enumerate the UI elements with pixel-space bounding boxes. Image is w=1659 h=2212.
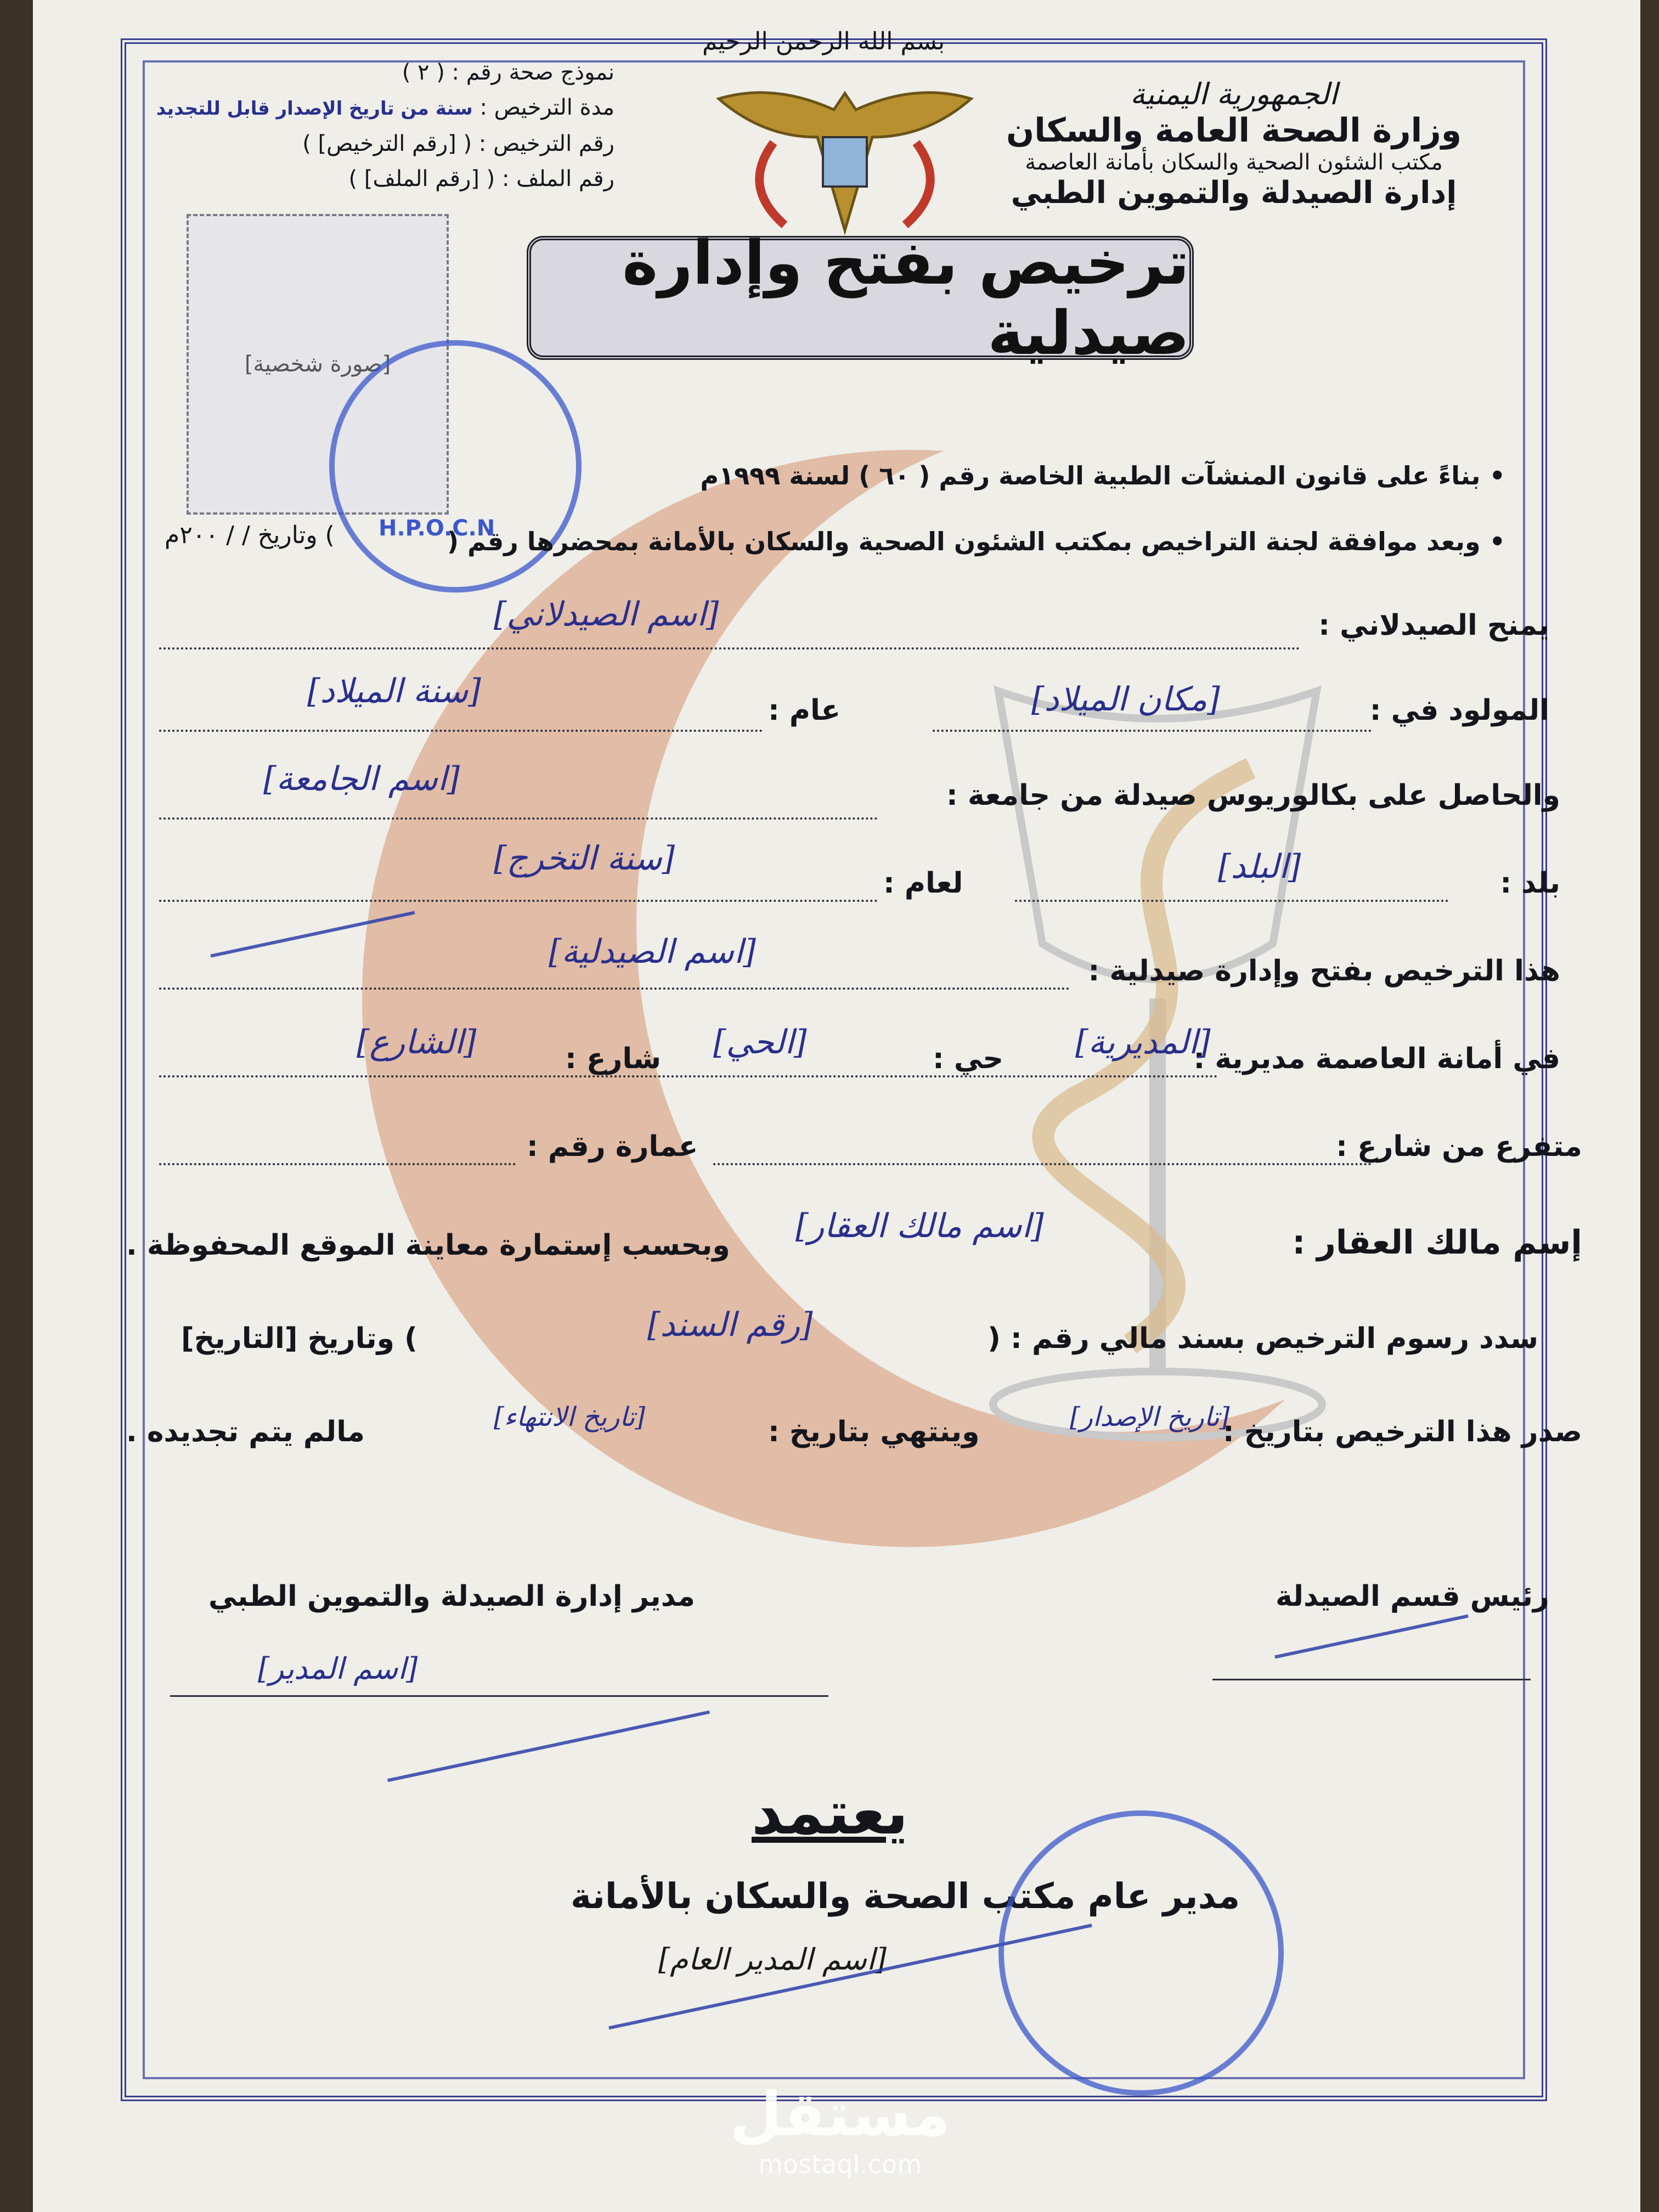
clause-committee: • وبعد موافقة لجنة التراخيص بمكتب الشئون الصحية والسكان بالأمانة بمحضرها رقم (: [447, 527, 1505, 556]
issued-date-value: [تاريخ الإصدار]: [1070, 1402, 1230, 1432]
watermark-arabic: مستقل: [730, 2079, 951, 2149]
country-label: بلد :: [1500, 867, 1560, 900]
department-name: إدارة الصيدلة والتموين الطبي: [1011, 175, 1457, 211]
owner-tail: وبحسب إستمارة معاينة الموقع المحفوظة .: [126, 1229, 730, 1262]
grant-label: يمنح الصيدلاني :: [1318, 609, 1549, 642]
pharmacy-head-label: رئيس قسم الصيدلة: [1275, 1580, 1549, 1613]
issued-label: صدر هذا الترخيص بتاريخ :: [1222, 1415, 1582, 1448]
duration-label: مدة الترخيص :: [479, 95, 614, 120]
clause-law: • بناءً على قانون المنشآت الطبية الخاصة رقم ( ٦٠ ) لسنة ١٩٩٩م: [700, 461, 1505, 490]
license-number-label: رقم الترخيص :: [478, 131, 614, 156]
republic-name: الجمهورية اليمنية: [1130, 77, 1338, 111]
basmala: بسم الله الرحمن الرحيم: [702, 27, 945, 55]
birth-year-value: [سنة الميلاد]: [307, 672, 481, 710]
director-name: [اسم المدير]: [258, 1651, 418, 1686]
grant-value: [اسم الصيدلاني]: [494, 595, 719, 634]
graduation-year-label: لعام :: [883, 867, 963, 900]
born-label: المولود في :: [1369, 694, 1549, 727]
official-stamp-icon-2: [998, 1810, 1284, 2096]
form-info: [156, 55, 614, 196]
receipt-number-value: [رقم السند]: [647, 1306, 813, 1344]
pharmacy-label: هذا الترخيص بفتح وإدارة صيدلية :: [1088, 955, 1560, 988]
director-label: مدير إدارة الصيدلة والتموين الطبي: [208, 1580, 695, 1613]
expires-label: وينتهي بتاريخ :: [768, 1415, 980, 1448]
owner-value: [اسم مالك العقار]: [795, 1207, 1044, 1245]
district-label: في أمانة العاصمة مديرية :: [1193, 1042, 1560, 1075]
born-value: [مكان الميلاد]: [1031, 680, 1220, 719]
approval-word: يعتمد: [752, 1778, 909, 1848]
general-director-name: [اسم المدير العام]: [658, 1942, 887, 1977]
file-number-label: رقم الملف :: [501, 166, 614, 191]
graduation-year-value: [سنة التخرج]: [494, 839, 675, 878]
stamp-text: H.P.O.C.N: [379, 516, 495, 541]
document-title-box: [527, 228, 1194, 368]
ministry-header: [1006, 77, 1462, 211]
owner-label: إسم مالك العقار :: [1292, 1223, 1582, 1262]
duration-value: سنة من تاريخ الإصدار قابل للتجديد: [156, 98, 473, 120]
building-number-label: عمارة رقم :: [527, 1130, 698, 1163]
ministry-name: وزارة الصحة العامة والسكان: [1006, 111, 1462, 150]
form-number: نموذج صحة رقم : ( ٢ ): [402, 60, 614, 85]
committee-date: ) وتاريخ / / ٢٠٠م: [165, 521, 335, 549]
pharmacy-name-value: [اسم الصيدلية]: [549, 933, 756, 971]
document-title: ترخيص بفتح وإدارة صيدلية: [622, 228, 1189, 368]
degree-label: والحاصل على بكالوريوس صيدلة من جامعة :: [946, 779, 1560, 812]
branch-street-label: متفرع من شارع :: [1336, 1130, 1582, 1163]
national-emblem-icon: [708, 77, 982, 241]
renewal-note: مالم يتم تجديده .: [126, 1415, 365, 1448]
area-label: حي :: [933, 1042, 1003, 1075]
watermark-url: mostaql.com: [758, 2149, 922, 2179]
birth-year-label: عام :: [768, 694, 841, 727]
file-number-value: ( [رقم الملف] ): [348, 166, 495, 191]
photo-label: [صورة شخصية]: [244, 352, 391, 377]
fees-date: ) وتاريخ [التاريخ]: [181, 1322, 417, 1355]
district-value: [المديرية]: [1075, 1023, 1211, 1062]
license-number-value: ( [رقم الترخيص] ): [302, 131, 472, 156]
area-value: [الحي]: [713, 1023, 807, 1062]
street-label: شارع :: [565, 1042, 662, 1075]
fees-label: سدد رسوم الترخيص بسند مالي رقم : (: [988, 1322, 1538, 1355]
expires-date-value: [تاريخ الانتهاء]: [494, 1402, 646, 1432]
university-value: [اسم الجامعة]: [263, 760, 460, 798]
country-value: [البلد]: [1218, 848, 1301, 886]
office-name: مكتب الشئون الصحية والسكان بأمانة العاصمة: [1025, 150, 1443, 175]
street-value: [الشارع]: [357, 1023, 477, 1062]
general-director-label: مدير عام مكتب الصحة والسكان بالأمانة: [571, 1876, 1240, 1917]
site-watermark: [730, 2079, 950, 2179]
